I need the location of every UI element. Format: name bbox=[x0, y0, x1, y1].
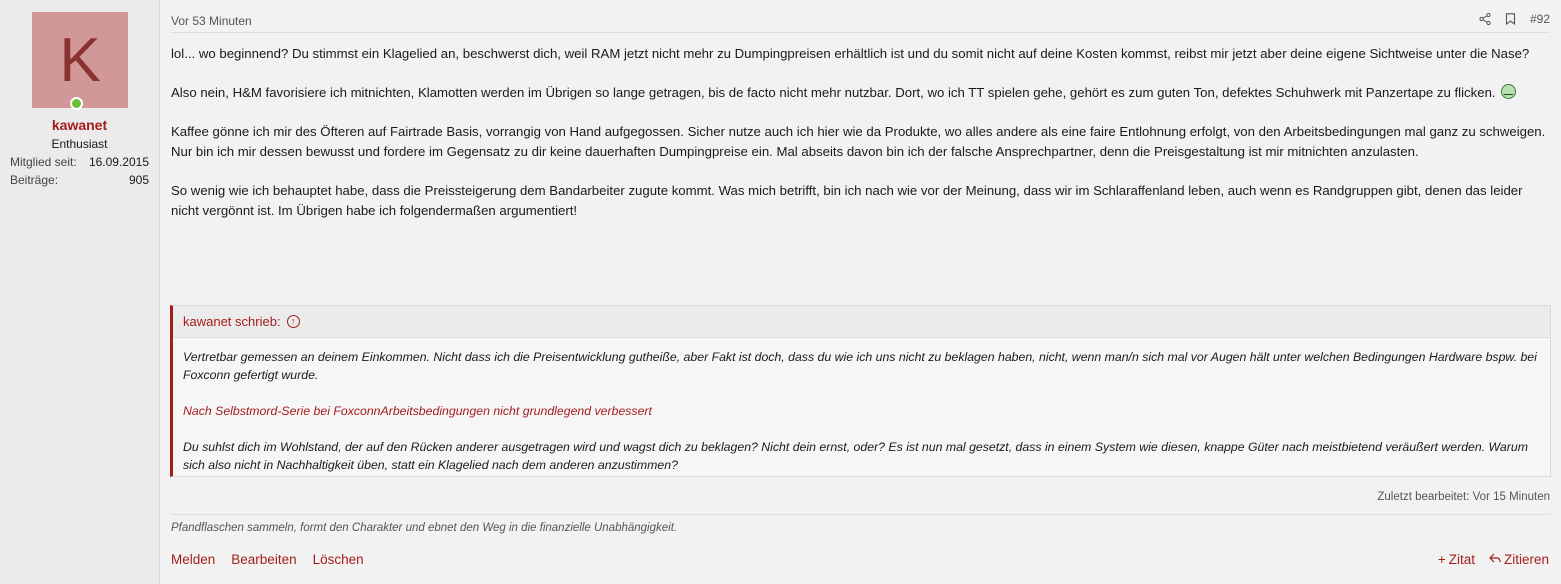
plus-icon: + bbox=[1437, 552, 1446, 567]
reply-icon bbox=[1489, 552, 1501, 567]
share-icon[interactable] bbox=[1479, 13, 1491, 25]
post-body bbox=[171, 44, 1546, 240]
online-status-icon bbox=[70, 97, 83, 110]
member-since-row bbox=[10, 155, 149, 169]
post-paragraph: So wenig wie ich behauptet habe, dass die Preissteigerung dem Bandarbeiter zugute kommt. Was mich betrifft, bin ich nach wie vor der Meinung, dass wir im Schlaraffenland leben, auch wenn es Randgruppen gibt, denen das leider nicht vergönnt ist. Im Übrigen habe ich folgendermaßen argumentiert! bbox=[171, 183, 1523, 218]
delete-button[interactable]: Löschen bbox=[312, 552, 364, 567]
post-paragraph-text: Also nein, H&M favorisiere ich mitnichten, Klamotten werden im Übrigen so lange getragen, bis de facto nicht mehr nutzbar. Dort, wo ich TT spielen gehe, gehört es zum guten Ton, defektes Schuhwerk mit Panzertape zu flicken. bbox=[171, 85, 1496, 101]
edit-button[interactable]: Bearbeiten bbox=[231, 552, 297, 567]
posts-value: 905 bbox=[128, 173, 149, 187]
posts-label: Beiträge: bbox=[10, 173, 59, 187]
jump-to-quote-icon[interactable]: ↑ bbox=[287, 315, 300, 328]
reply-quote-button[interactable] bbox=[1489, 552, 1549, 567]
avatar-letter: K bbox=[59, 25, 101, 95]
quote-line: Vertretbar gemessen an deinem Einkommen. Nicht dass ich die Preisentwicklung gutheiße, aber Fakt ist doch, dass du wie ich uns nicht zu beklagen haben, nicht, wenn man/n sich mal vor Augen hält unter welchen Bedingungen Hardware bspw. bei Foxconn gefertigt wurde. bbox=[183, 350, 1537, 382]
quote-button[interactable] bbox=[1438, 552, 1475, 567]
reply-quote-label: Zitieren bbox=[1503, 552, 1549, 567]
post-paragraph bbox=[171, 83, 1546, 103]
report-button[interactable]: Melden bbox=[171, 552, 216, 567]
signature-divider bbox=[171, 514, 1550, 515]
post-time[interactable]: Vor 53 Minuten bbox=[171, 14, 252, 28]
post-paragraph: lol... wo beginnend? Du stimmst ein Klagelied an, beschwerst dich, weil RAM jetzt nicht mehr zu Dumpingpreisen erhältlich ist und du somit nicht auf deine Kosten kommst, reibst mir jetzt aber deine eigene Sichtweise unter die Nase? bbox=[171, 46, 1530, 61]
avatar[interactable] bbox=[32, 12, 128, 108]
quote-link[interactable]: Nach Selbstmord-Serie bei FoxconnArbeitsbedingungen nicht grundlegend verbessert bbox=[183, 404, 652, 418]
member-since-label: Mitglied seit: bbox=[10, 155, 77, 169]
post-main bbox=[160, 0, 1561, 584]
quote-body bbox=[173, 338, 1550, 474]
smiley-icon bbox=[1501, 84, 1516, 99]
post-actions-right bbox=[1438, 552, 1549, 567]
quote-button-label: Zitat bbox=[1448, 552, 1475, 567]
post-paragraph: Kaffee gönne ich mir des Öfteren auf Fairtrade Basis, vorrangig von Hand aufgegossen. Sicher nutze auch ich hier wie da Produkte, wo alles andere als eine faire Entlohnung erfolgt, von den Arbeitsbedingungen mal ganz zu schweigen. Nur bin ich mir dessen bewusst und fordere im Gegensatz zu dir keine dauerhaften Dumpingpreise ein. Mal abseits davon bin ich der falsche Ansprechpartner, denn die Preisgestaltung ist mir mitnichten anzulasten. bbox=[171, 124, 1546, 159]
username[interactable]: kawanet bbox=[51, 117, 108, 133]
post-top-actions bbox=[1479, 12, 1550, 26]
quote-block bbox=[170, 305, 1551, 477]
member-since-value: 16.09.2015 bbox=[88, 155, 149, 169]
quote-line: Du suhlst dich im Wohlstand, der auf den Rücken anderer ausgetragen wird und wagst dich zu beklagen? Nicht dein ernst, oder? Es ist nun mal gesetzt, dass in einem System wie diesen, knappe Güter nach meistbietend veräußert werden. Warum sich also nicht in Nachhaltigkeit üben, statt ein Klagelied nach dem anderen anzustimmen? bbox=[183, 440, 1528, 472]
bookmark-icon[interactable] bbox=[1505, 13, 1516, 25]
edited-note: Zuletzt bearbeitet: Vor 15 Minuten bbox=[1377, 491, 1550, 503]
user-sidebar bbox=[0, 0, 160, 584]
post-actions-left bbox=[171, 552, 364, 567]
user-title: Enthusiast bbox=[51, 137, 108, 151]
quote-author[interactable]: kawanet schrieb: bbox=[183, 314, 281, 329]
quote-header[interactable] bbox=[173, 306, 1550, 338]
signature: Pfandflaschen sammeln, formt den Charakter und ebnet den Weg in die finanzielle Unabhängigkeit. bbox=[171, 522, 678, 534]
post-number[interactable]: #92 bbox=[1529, 12, 1550, 26]
posts-row bbox=[10, 173, 149, 187]
header-divider bbox=[171, 32, 1550, 33]
